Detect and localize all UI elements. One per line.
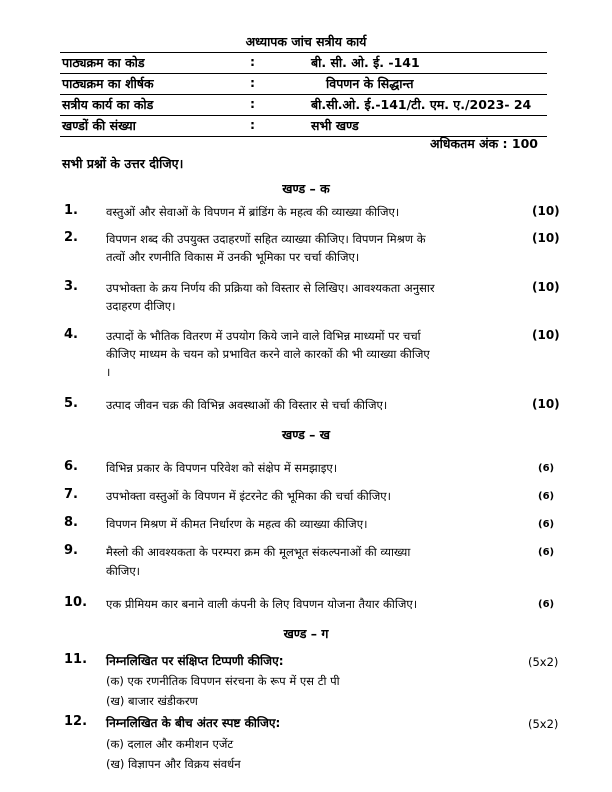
question-number: 1. bbox=[64, 203, 78, 218]
instruction: सभी प्रश्नों के उत्तर दीजिए। bbox=[62, 156, 184, 171]
question-number: 12. bbox=[64, 714, 88, 729]
question-number: 10. bbox=[64, 595, 88, 610]
question-text: विपणन शब्द की उपयुक्त उदाहरणों सहित व्याख्या कीजिए। विपणन मिश्रण के bbox=[106, 232, 426, 246]
page-title: अध्यापक जांच सत्रीय कार्य bbox=[245, 34, 367, 49]
question-marks: (10) bbox=[532, 397, 560, 411]
question-number: 4. bbox=[64, 327, 78, 342]
sub-question: (ख) बाजार खंडीकरण bbox=[106, 694, 198, 708]
meta-value: सभी खण्ड bbox=[311, 118, 359, 133]
question-marks: (6) bbox=[538, 599, 555, 610]
meta-label: खण्डों की संख्या bbox=[62, 118, 136, 133]
question-number: 11. bbox=[64, 652, 88, 667]
sub-question: (ख) विज्ञापन और विक्रय संवर्धन bbox=[106, 757, 241, 771]
question-text: निम्नलिखित पर संक्षिप्त टिप्पणी कीजिए: bbox=[106, 654, 284, 668]
meta-colon: : bbox=[250, 96, 255, 111]
question-number: 7. bbox=[64, 487, 78, 502]
question-text: विभिन्न प्रकार के विपणन परिवेश को संक्षेप में समझाइए। bbox=[106, 461, 338, 475]
meta-colon: : bbox=[250, 75, 255, 90]
meta-value: बी. सी. ओ. ई. -141 bbox=[311, 55, 420, 70]
question-marks: (6) bbox=[538, 547, 555, 558]
meta-label: सत्रीय कार्य का कोड bbox=[62, 97, 154, 112]
question-marks: (5x2) bbox=[528, 717, 559, 731]
question-text: निम्नलिखित के बीच अंतर स्पष्ट कीजिए: bbox=[106, 716, 281, 730]
question-number: 2. bbox=[64, 230, 78, 245]
question-text: विपणन मिश्रण में कीमत निर्धारण के महत्व की व्याख्या कीजिए। bbox=[106, 517, 368, 531]
question-marks: (10) bbox=[532, 328, 560, 342]
max-marks: अधिकतम अंक : 100 bbox=[430, 136, 538, 151]
meta-value: विपणन के सिद्धान्त bbox=[326, 76, 414, 91]
section-heading: खण्ड – क bbox=[282, 181, 330, 196]
question-marks: (10) bbox=[532, 280, 560, 294]
question-number: 5. bbox=[64, 396, 78, 411]
question-text: तत्वों और रणनीति विकास में उनकी भूमिका पर चर्चा कीजिए। bbox=[106, 250, 360, 264]
question-text: मैस्लो की आवश्यकता के परम्परा क्रम की मूलभूत संकल्पनाओं की व्याख्या bbox=[106, 545, 411, 559]
question-marks: (10) bbox=[532, 204, 560, 218]
meta-label: पाठ्यक्रम का शीर्षक bbox=[62, 76, 154, 91]
question-number: 8. bbox=[64, 515, 78, 530]
sub-question: (क) एक रणनीतिक विपणन संरचना के रूप में एस टी पी bbox=[106, 674, 340, 688]
question-number: 6. bbox=[64, 459, 78, 474]
section-heading: खण्ड – ग bbox=[283, 626, 329, 641]
question-text: उपभोक्ता वस्तुओं के विपणन में इंटरनेट की भूमिका की चर्चा कीजिए। bbox=[106, 489, 391, 503]
question-number: 9. bbox=[64, 543, 78, 558]
meta-colon: : bbox=[250, 117, 255, 132]
question-text: वस्तुओं और सेवाओं के विपणन में ब्रांडिंग के महत्व की व्याख्या कीजिए। bbox=[106, 205, 400, 219]
meta-value: बी.सी.ओ. ई.-141/टी. एम. ए./2023- 24 bbox=[311, 97, 532, 112]
question-text: उदाहरण दीजिए। bbox=[106, 299, 176, 313]
question-text: उत्पाद जीवन चक्र की विभिन्न अवस्थाओं की विस्तार से चर्चा कीजिए। bbox=[106, 398, 388, 412]
question-text: एक प्रीमियम कार बनाने वाली कंपनी के लिए विपणन योजना तैयार कीजिए। bbox=[106, 597, 418, 611]
question-text: कीजिए माध्यम के चयन को प्रभावित करने वाले कारकों की भी व्याख्या कीजिए bbox=[106, 347, 430, 361]
question-text: । bbox=[106, 365, 111, 379]
divider bbox=[60, 73, 547, 74]
question-marks: (6) bbox=[538, 519, 555, 530]
divider bbox=[60, 94, 547, 95]
question-marks: (6) bbox=[538, 491, 555, 502]
sub-question: (क) दलाल और कमीशन एजेंट bbox=[106, 737, 234, 751]
meta-colon: : bbox=[250, 54, 255, 69]
question-text: उपभोक्ता के क्रय निर्णय की प्रक्रिया को विस्तार से लिखिए। आवश्यकता अनुसार bbox=[106, 281, 435, 295]
question-number: 3. bbox=[64, 279, 78, 294]
question-text: उत्पादों के भौतिक वितरण में उपयोग किये जाने वाले विभिन्न माध्यमों पर चर्चा bbox=[106, 329, 421, 343]
question-text: कीजिए। bbox=[106, 564, 141, 578]
divider bbox=[60, 52, 547, 53]
question-marks: (5x2) bbox=[528, 655, 559, 669]
question-marks: (6) bbox=[538, 463, 555, 474]
section-heading: खण्ड – ख bbox=[281, 427, 331, 442]
question-marks: (10) bbox=[532, 231, 560, 245]
divider bbox=[60, 115, 547, 116]
meta-label: पाठ्यक्रम का कोड bbox=[62, 55, 145, 70]
